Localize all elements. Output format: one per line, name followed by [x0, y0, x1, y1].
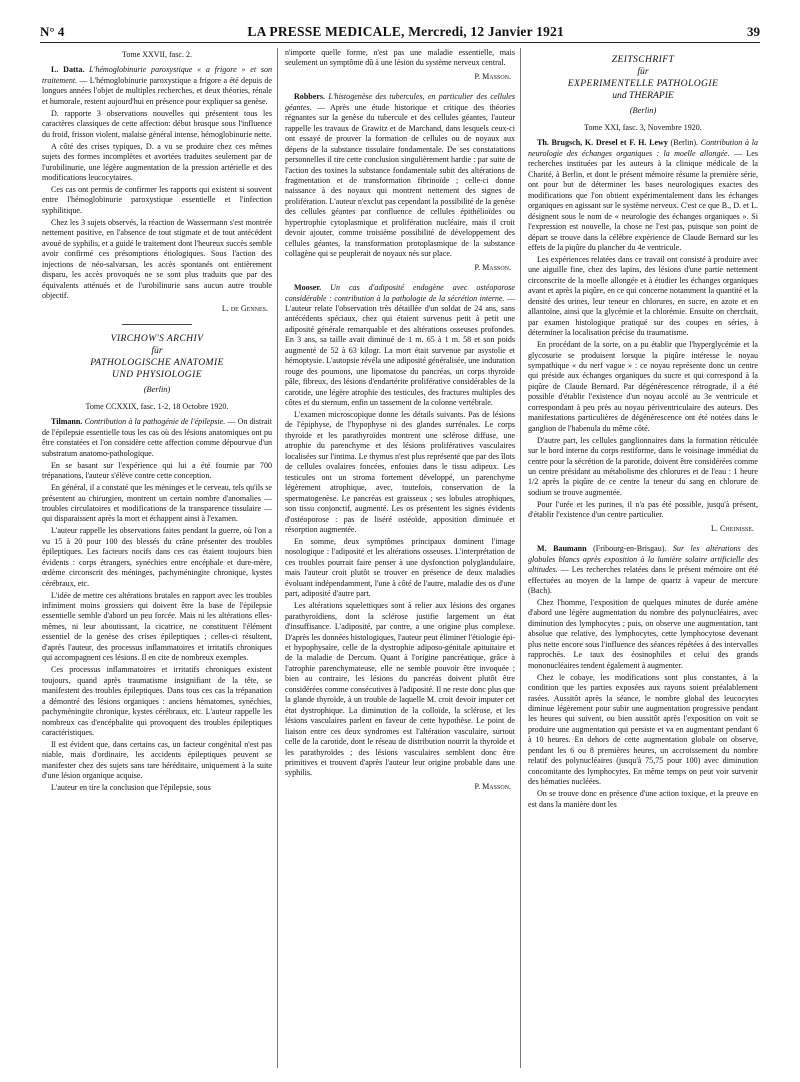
continued-paragraph: n'importe quelle forme, n'est pas une maladie essentielle, mais seulement un symptôme dû à une lésion du système nerveux central.: [285, 48, 515, 68]
brugsch-authors: Th. Brugsch, K. Dresel et F. H. Lewy: [537, 138, 668, 148]
journal-name: und THERAPIE: [612, 90, 674, 101]
brugsch-paragraph: Les expériences relatées dans ce travail ont consisté à produire avec une aiguille fine, chez des lapins, des lésions d'une partie nettement circonscrite de la moelle allongée et à étudier les échanges organiques avant et après la piqûre, en ce qui concerne notamment la quantité et la densité des urines, leur teneur en chlorures, en sucre, en azote et en allantoïne, ainsi que la glycémie et la chlorémie. Ensuite on cherchait, par examen histologique pratiqué sur des coupes en séries, à déterminer la localisation précise du traumatisme.: [528, 254, 758, 338]
robbers-title: L'histogenèse des tubercules, en particulier des cellules géantes.: [285, 92, 515, 112]
tilmann-text: — On distrait de l'épilepsie essentielle tous les cas où des lésions anatomiques ont pu être constatées et l'on considère cette affection comme dépourvue d'un substratum anatomo-pathologique.: [42, 417, 272, 458]
brugsch-paragraph: D'autre part, les cellules ganglionnaires dans la formation réticulée sur le bord interne du corps restiforme, dans le voisinage immédiat du centre pour la sécrétion de la parotide, doivent être considérées comme un centre présidant au métabolisme des chlorures et de l'eau : 1 heure 1/2 après la piqûre de ce centre la teneur du sang en chlorure de sodium se trouve augmentée.: [528, 435, 758, 497]
mooser-paragraph: Les altérations squelettiques sont à relier aux lésions des organes parathyroïdiens, dont la sclérose justifie largement un état d'insuffisance. L'adiposité, par contre, a une origine plus complexe. D'après les données histologiques, l'auteur peut éliminer l'étiologie épi- et hypophysaire, celle de la dystrophie adiposo-génitale apituitaire et de la maladie de Dercum. Quant à l'origine pancréatique, grâce à l'atrophie parenchymateuse, elle ne semble pouvoir être invoquée ; bien au contraire, les lésions du pancréas doivent plutôt être considérées comme consécutives à l'adiposité. Il ne reste donc plus que la glande thyroïde, à un trouble de laquelle M. croit devoir imputer cet état dystrophique. La diminution de la colloïde, la sclérose, et les lésions vasculaires parlent en faveur de cette hypothèse. Le point de liaison entre ces deux syndromes est l'altération vasculaire, surtout celle de la carotide, dont le réseau de distribution nourrit la thyroïde et les parathyroïdes ; des lésions vasculaires semblent donc être primitives et trouvent d'après l'auteur leur origine probable dans une syphilis.: [285, 601, 515, 778]
datta-paragraph: Chez les 3 sujets observés, la réaction de Wassermann s'est montrée nettement positive, en l'absence de tout stigmate et de tout antécédent avoué de syphilis, et a guidé le traitement dont l'heureux succès semble avoir confirmé ces présomptions étiologiques. Sous l'action des injections de néo-salvarsan, les accès spontanés ont entièrement disparu, les accès provoqués ne se sont plus traduits que par des équivalents atténués et de l'urobilinurie sans aucun autre trouble objectif.: [42, 217, 272, 300]
section-rule: [122, 324, 192, 325]
journal-name: VIRCHOW'S ARCHIV: [110, 332, 204, 344]
datta-paragraph: D. rapporte 3 observations nouvelles qui présentent tous les caractères classiques de cette affection: début brusque sous l'influence du froid, frisson violent, malaise général intense, hémoglobinurie nette.: [42, 108, 272, 139]
tilmann-title: Contribution à la pathogénie de l'épilepsie.: [82, 417, 226, 427]
tome-line-top: Tome XXVII, fasc. 2.: [121, 50, 193, 59]
datta-paragraph: Ces cas ont permis de confirmer les rapports qui existent si souvent entre l'hémoglobinurie paroxystique essentielle et l'infection syphilitique.: [42, 184, 272, 215]
journal-name: EXPERIMENTELLE PATHOLOGIE: [567, 78, 719, 89]
journal-name: für: [637, 66, 649, 77]
tilmann-paragraph: En se basant sur l'expérience qui lui a été fournie par 700 trépanations, l'auteur s'élève contre cette conception.: [42, 460, 272, 481]
column-3: [528, 48, 758, 812]
baumann-paragraph: On se trouve donc en présence d'une action toxique, et la preuve en est dans la manière dont les: [528, 789, 758, 809]
mooser-author: Mooser.: [294, 283, 322, 293]
signature: L. Cheinisse.: [711, 523, 754, 533]
tome-line: Tome CCXXIX, fasc. 1-2, 18 Octobre 1920.: [85, 401, 229, 411]
datta-author: L. Datta.: [51, 65, 85, 75]
page-number: 39: [746, 24, 760, 39]
column-2: [285, 48, 515, 794]
tilmann-paragraph: L'auteur en tire la conclusion que l'épilepsie, sous: [51, 783, 211, 793]
tilmann-paragraph: Il est évident que, dans certains cas, un facteur congénital n'est pas niable, mais d'ordinaire, les accidents épileptiques peuvent se manifester chez des sujets sans tare héréditaire, uniquement à la suite d'une lésion organique acquise.: [42, 739, 272, 781]
datta-abstract-head: [42, 65, 272, 107]
journal-name: für: [151, 344, 163, 356]
brugsch-paragraph: Pour l'urée et les purines, il n'a pas été possible, jusqu'à présent, d'établir l'existence d'un centre particulier.: [528, 499, 758, 520]
tilmann-author: Tilmann.: [51, 417, 83, 427]
baumann-author: M. Baumann: [537, 544, 587, 554]
signature: L. de Gennes.: [221, 304, 268, 314]
baumann-paragraph: Chez le cobaye, les modifications sont plus constantes, à la condition que les parties exposées aux rayons soient préalablement rasées. Aussitôt après la séance, le nombre global des leucocytes diminue légèrement pour subir une augmentation progressive pendant les heures qui suivent, ou bien aussitôt après l'exposition on voit se produire une augmentation qui persiste et va en augmentant pendant 6 à 10 heures. En dehors de cette augmentation globale on observe, pendant les 6 ou 8 premières heures, un accroissement du nombre relatif des polynucléaires (jusqu'à 75,75 pour 100) avec diminution concomitante des lymphocytes. En même temps on peut voir survenir des hématies nucléées.: [528, 672, 758, 787]
mooser-paragraph: L'examen microscopique donne les détails suivants. Pas de lésions de l'épiphyse, de l'hypophyse ni des glandes surrénales. Le corps thyroïde et les parathyroïdes montrent une sclérose diffuse, une atrophie du parenchyme et des lésions prolifératives vasculaires localisées sur l'intima. Le thymus n'est plus représenté que par des îlots de cellules ovalaires foncées, enfouies dans le tissu adipeux. Les testicules ont un stroma fortement développé, un parenchyme légèrement atrophique, avec, toutefois, conservation de la spermatogenèse. Le pancréas est graisseux ; ses lobules atrophiques, son tissu conjonctif, augmenté. Les os présentent les signes évidents d'ostéoporose : pas de liséré ostéoïde, apposition diminuée et résorption augmentée.: [285, 410, 515, 534]
robbers-abstract: [285, 92, 515, 259]
journal-heading-zeitschrift: [528, 54, 758, 117]
brugsch-paragraph: En procédant de la sorte, on a pu établir que l'hyperglycémie et la glycosurie se produisent lorsque la piqûre intéresse le noyau sympathique « du nerf vague » : ce noyau représente donc un centre qui préside aux échanges organiques du sucre et qui correspond à la piqûre de Claude Bernard. Par dégénérescence rétrograde, il a été possible d'établir l'existence d'un noyau accolé au 3e ventricule et correspondant à peu près au noyau périventriculaire des auteurs. Des manifestations particulières de dégénérescence ont été notées dans le ganglion de l'habenula du même côté.: [528, 340, 758, 433]
tilmann-paragraph: L'idée de mettre ces altérations brutales en rapport avec les troubles infiniment moins grossiers qui doivent être la base de l'épilepsie essentielle semble d'abord un peu forcée. Mais ni les altérations elles-mêmes, ni leur aboutissant, la cicatrice, ne constituent l'élément essentiel de la genèse des crises épileptiques ; celles-ci résultent, d'après l'auteur, des processus inflammatoires et irritatifs chroniques qui accompagnent ces lésions. Il en cite de nombreux exemples.: [42, 590, 272, 663]
datta-paragraph: A côté des crises typiques, D. a vu se produire chez ces mêmes sujets des formes incomplètes et avortées traduites seulement par de l'urobilinurie, une légère augmentation de la pression artérielle et des modifications leucocytaires.: [42, 141, 272, 182]
baumann-text: — Les recherches relatées dans le présent mémoire ont été effectuées au moyen de la lampe de quartz à vapeur de mercure (Bach).: [528, 565, 758, 596]
journal-title: LA PRESSE MEDICALE, Mercredi, 12 Janvier 1921: [247, 24, 564, 39]
signature: P. Masson.: [474, 71, 511, 81]
journal-city: (Berlin): [143, 384, 171, 394]
tome-line: Tome XXI, fasc. 3, Novembre 1920.: [584, 123, 702, 132]
mooser-text: — L'auteur relate l'observation très détaillée d'un soldat de 24 ans, sans antécédents spéciaux, chez qui étaient survenus petit à petit une adiposité générale remarquable et des altérations osseuses profondes. En 3 ans, sa taille avait diminué de 1 m. 65 à 1 m. 58 et son poids augmenté de 52 à 63 kilogr. La mort était survenue par asystolie et hémoptysie. L'autopsie révéla une adiposité généralisée, une induration rouge des poumons, une lipomatose du pancréas, un corps thyroïde pâle, fibreux, des lésions d'endartérite proliférative considérables de la carotide, une légère atrophie des testicules, des fractures multiples des côtes et du sternum, enfin un tassement de la colonne vertébrale.: [285, 293, 516, 408]
journal-heading-virchow: [42, 333, 272, 396]
column-separator-1: [277, 48, 278, 1068]
datta-text: — L'hémoglobinurie paroxystique a frigore a été depuis de longues années l'objet de multiples recherches, et deux théories, rénale et humorale, restent aujourd'hui en présence pour expliquer sa genèse.: [42, 75, 272, 106]
journal-name: ZEITSCHRIFT: [611, 54, 675, 65]
mooser-title: Un cas d'adiposité endogène avec ostéoporose considérable : contribution à la pathologie de la sécrétion interne.: [285, 283, 515, 303]
signature: P. Masson.: [474, 262, 511, 272]
issue-number: N° 4: [40, 24, 65, 39]
journal-name: UND PHYSIOLOGIE: [112, 368, 202, 380]
column-1: [42, 48, 272, 795]
tilmann-paragraph: Ces processus inflammatoires et irritatifs chroniques existent toujours, quand après traumatisme insignifiant de la tête, se manifestent des troubles épileptiques. Dans tous ces cas la trépanation a démontré des lésions organiques : anciens hématomes, synéchies, pachyméningite chronique, kystes cérébraux, etc. L'auteur rappelle les nombreux cas d'encéphalite qui provoquent des troubles épileptiques caractéristiques.: [42, 665, 272, 737]
signature: P. Masson.: [474, 781, 511, 791]
journal-name: PATHOLOGISCHE ANATOMIE: [90, 356, 224, 368]
robbers-author: Robbers.: [294, 92, 326, 102]
baumann-paragraph: Chez l'homme, l'exposition de quelques minutes de durée amène d'abord une légère augmentation du nombre des polynucléaires, avec diminution des lymphocytes ; puis, on observe une augmentation, tant absolue que relative, des lymphocytes, cette lymphocytose devenant plus nette encore sous l'influence des séances répétées à des intervalles rapprochés. Le taux des éosinophiles et celui des grands mononucléaires tendent également à augmenter.: [528, 597, 758, 670]
journal-city: (Berlin): [629, 106, 657, 115]
robbers-text: — Après une étude historique et critique des théories régnantes sur la genèse du tubercule et des cellules géantes, l'auteur rappelle les travaux de Grawitz et de Marchand, dans lesquels ceux-ci ont essayé de prouver la formation de cellules ou de noyaux aux dépens de la substance tissulaire fondamentale. De ses constatations personnelles il tire cette conclusion singulièrement hardie : par suite de l'action des toxines la substance fondamentale subit des altérations de fragmentation et de transformation fibrinoïde ; celle-ci donne naissance à des noyaux qui montrent nettement des signes de prolifération. L'auteur n'exclut pas cependant la possibilité de la genèse des cellules géantes par confluence de cellules épithélioïdes ou hypertrophie cytoplasmique et prolifération nucléaire, mais il croit devoir ajouter, comme troisième possibilité de développement des cellules géantes, la transformation protoplasmique de la substance collagène qui se peuplerait de noyaux nés sur place.: [285, 102, 515, 259]
mooser-abstract-head: [285, 283, 515, 408]
brugsch-text: — Les recherches instituées par les auteurs à la clinique médicale de la Charité, à Berlin, et dont le présent mémoire résume la première série, ont pour but de déterminer les bases neurologiques exactes des modifications que l'on obtient expérimentalement dans les échanges organiques en agissant sur le système nerveux. C'est ce que B., D. et L. désignent sous le nom de « neurologie des échanges organiques ». Si l'expression est nouvelle, la chose ne l'est pas, puisque son point de départ se trouve dans la célèbre expérience de Claude Bernard sur les effets de la piqûre du plancher du 4e ventricule.: [528, 148, 758, 252]
mooser-paragraph: En somme, deux symptômes principaux dominent l'image nosologique : l'adiposité et les altérations osseuses. L'interprétation de ces troubles pourrait faire penser à une dysfonction polyglandulaire, mais l'auteur croit plutôt se trouver en présence de deux maladies évoluant indépendamment, l'une à côté de l'autre, maladie des os d'une part, adiposité d'autre part.: [285, 536, 515, 599]
header-rule: [40, 42, 760, 43]
datta-title: L'hémoglobinurie paroxystique « a frigore » et son traitement.: [42, 65, 272, 85]
brugsch-abstract-head: [528, 138, 758, 253]
baumann-abstract-head: [528, 544, 758, 596]
column-separator-2: [520, 48, 521, 1068]
baumann-city: (Fribourg-en-Brisgau).: [586, 544, 667, 554]
page-header: [40, 18, 760, 40]
tilmann-abstract-head: [42, 417, 272, 459]
tilmann-paragraph: En général, il a constaté que les méninges et le cerveau, tels qu'ils se présentent au chirurgien, montrent un certain nombre d'anomalies — troubles circulatoires et modifications de la transparence tissulaire — qui disparaissent après la mort et échappent ainsi à l'examen.: [42, 483, 272, 524]
brugsch-city: (Berlin).: [667, 138, 699, 148]
tilmann-paragraph: L'auteur rappelle les observations faites pendant la guerre, où l'on a vu 15 à 20 pour 100 des blessés du crâne présenter des troubles épileptiques. Les facteurs nocifs dans ces cas étaient toujours bien évidents : corps étrangers, synéchies entre encéphale et dure-mère, œdème circonscrit des méninges, pachyméningite chronique, kystes cérébraux, etc.: [42, 526, 272, 588]
brugsch-title: Contribution à la neurologie des échanges organiques : la moelle allongée.: [528, 138, 758, 158]
baumann-title: Sur les altérations des globules blancs après exposition à la lumière solaire artificielle des altitudes.: [528, 544, 758, 575]
